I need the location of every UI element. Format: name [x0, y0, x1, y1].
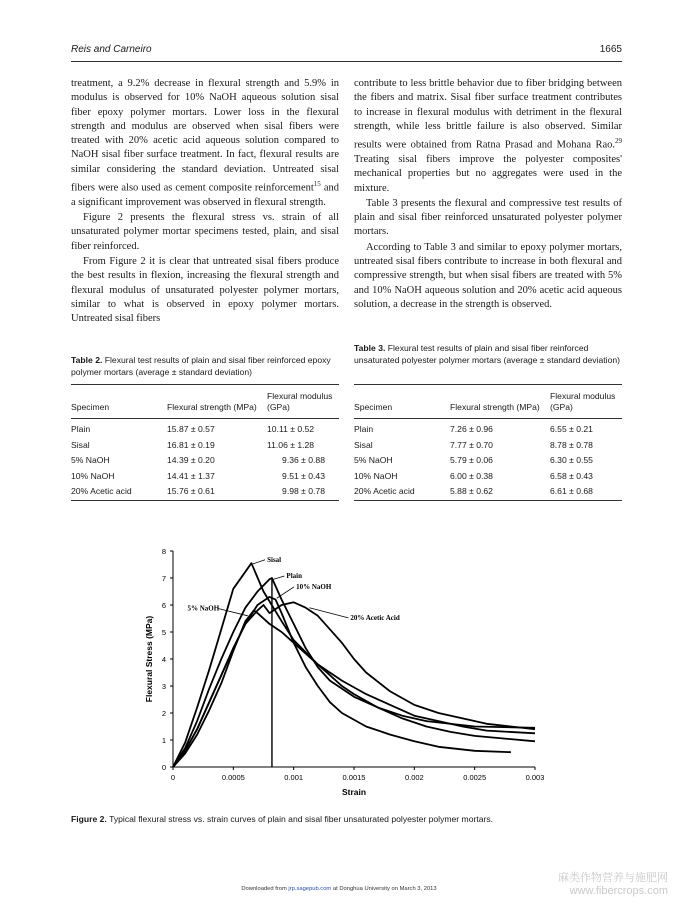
paragraph: From Figure 2 it is clear that untreated sisal fibers produce the best results in flexion, increasing the flexural strength and flexural modulus of unsaturated polyester polymer mortars, similar to what is observed in epoxy polymer mortars. Untreated sisal fibers [71, 256, 339, 325]
table-row: 5% NaOH 5.79 ± 0.06 6.30 ± 0.55 [354, 455, 593, 465]
table-row: Sisal 7.77 ± 0.70 8.78 ± 0.78 [354, 439, 593, 450]
paragraph: According to Table 3 and similar to epoxy polymer mortars, untreated sisal fibers contribute to increase in both flexural and compressive strength, but when sisal fibers are treated with 5% and 10% NaOH aqueous solution and 20% acetic acid aqueous solution, a decrease in the strength is observed. [354, 241, 622, 310]
x-tick-label: 0 [170, 773, 176, 782]
table-row: Plain 15.87 ± 0.57 10.11 ± 0.52 [71, 424, 315, 434]
table-row: Sisal 16.81 ± 0.19 11.06 ± 1.28 [71, 439, 315, 450]
series-label-leader [253, 560, 265, 564]
header-rule [71, 61, 622, 62]
table2-caption: Table 2. Flexural test results of plain and sisal fiber reinforced epoxy polymer mortars (average ± standard deviation) [71, 355, 331, 377]
series-label-leader [273, 576, 284, 579]
table-header: Flexural strength (MPa) [450, 402, 540, 412]
citation-superscript: 15 [313, 180, 321, 189]
chart-series-labels [187, 556, 399, 622]
table-row: 10% NaOH 14.41 ± 1.37 9.51 ± 0.43 [71, 470, 325, 481]
y-axis-label: Flexural Stress (MPa) [144, 615, 154, 703]
table-row: Plain 7.26 ± 0.96 6.55 ± 0.21 [354, 424, 593, 434]
series-label: 20% Acetic Acid [350, 613, 400, 622]
right-column [354, 77, 622, 312]
table2 [71, 384, 339, 501]
series-label-leader [309, 608, 348, 618]
y-tick-label: 5 [161, 628, 166, 637]
table-row: 5% NaOH 14.39 ± 0.20 9.36 ± 0.88 [71, 455, 325, 465]
flexural-stress-strain-chart [140, 538, 560, 800]
y-tick-label: 8 [161, 547, 166, 556]
y-tick-label: 4 [161, 655, 166, 664]
chart-axes [144, 547, 544, 797]
table-row: 20% Acetic acid 15.76 ± 0.61 9.98 ± 0.78 [71, 486, 325, 496]
series-label: 10% NaOH [296, 582, 332, 591]
y-tick-label: 3 [161, 682, 166, 691]
x-tick-label: 0.001 [284, 773, 304, 782]
watermark: 麻类作物营养与施肥网 www.fibercrops.com [558, 872, 668, 897]
table3 [354, 384, 622, 501]
paragraph: Figure 2 presents the flexural stress vs. strain of all unsaturated polymer mortar specimens tested, plain, and sisal fiber reinforced. [71, 212, 339, 252]
chart-series [173, 563, 535, 767]
running-head-authors: Reis and Carneiro [71, 44, 152, 55]
x-tick-label: 0.0005 [221, 773, 245, 782]
left-column [71, 77, 339, 327]
x-tick-label: 0.0025 [463, 773, 487, 782]
table-header: Flexural modulus (GPa) [550, 391, 616, 412]
table-header: Flexural strength (MPa) [167, 402, 257, 412]
series-line-5-naoh [173, 610, 535, 767]
y-tick-label: 2 [161, 709, 166, 718]
x-tick-label: 0.002 [404, 773, 424, 782]
series-line-20-acetic-acid [173, 602, 535, 767]
paragraph: Table 3 presents the flexural and compressive test results of plain and sisal fiber reinforced unsaturated polyester polymer mortars. [354, 197, 622, 238]
citation-superscript: 29 [615, 137, 622, 146]
table-header: Flexural modulus (GPa) [267, 391, 333, 412]
y-tick-label: 7 [161, 574, 166, 583]
table-row: 10% NaOH 6.00 ± 0.38 6.58 ± 0.43 [354, 470, 593, 481]
source-link[interactable]: jrp.sagepub.com [288, 886, 332, 892]
table-row: 20% Acetic acid 5.88 ± 0.62 6.61 ± 0.68 [354, 486, 593, 496]
x-axis-label: Strain [341, 787, 367, 797]
table-header: Specimen [354, 402, 393, 412]
paragraph: treatment, a 9.2% decrease in flexural strength and 5.9% in modulus is observed for 10% NaOH aqueous solution sisal fiber epoxy polymer mortars. Lower loss in the flexural strength and modulus are observed when sisal fibers were treated with 20% acetic acid aqueous solution compared to NaOH sisal fiber surface treatment. In fact, flexural results are similar considering the standard deviation. Untreated sisal fibers were also used as cement composite reinforcement$^{15}$ and a significant improvement was observed in flexural strength. [71, 78, 339, 208]
download-notice: Downloaded from jrp.sagepub.com at Donghua University on March 3, 2013 [241, 886, 437, 892]
paragraph: contribute to less brittle behavior due to fiber bridging between the fibers and matrix. Sisal fiber surface treatment contributes to increase in flexural modulus with detriment in the flexural strength, while less brittle failure is also observed. Similar results were obtained from Ratna Prasad and Mohana Rao.$^{29}$ Treating sisal fibers improve the polyester composites' mechanical properties but no aggregates were used in the mixture. [354, 78, 622, 194]
page-header [71, 44, 622, 60]
series-label: 5% NaOH [187, 604, 220, 613]
y-tick-label: 0 [161, 763, 166, 772]
page-number: 1665 [599, 44, 622, 55]
figure2-caption: Figure 2. Typical flexural stress vs. strain curves of plain and sisal fiber unsaturated polyester polymer mortars. [71, 814, 494, 824]
series-label: Plain [286, 572, 302, 580]
y-tick-label: 6 [161, 601, 166, 610]
y-tick-label: 1 [161, 736, 166, 745]
x-tick-label: 0.003 [525, 773, 545, 782]
x-tick-label: 0.0015 [342, 773, 366, 782]
table-header: Specimen [71, 402, 110, 412]
series-label: Sisal [267, 555, 282, 564]
table3-caption: Table 3. Flexural test results of plain and sisal fiber reinforced unsaturated polyester polymer mortars (average ± standard deviation) [354, 343, 621, 365]
